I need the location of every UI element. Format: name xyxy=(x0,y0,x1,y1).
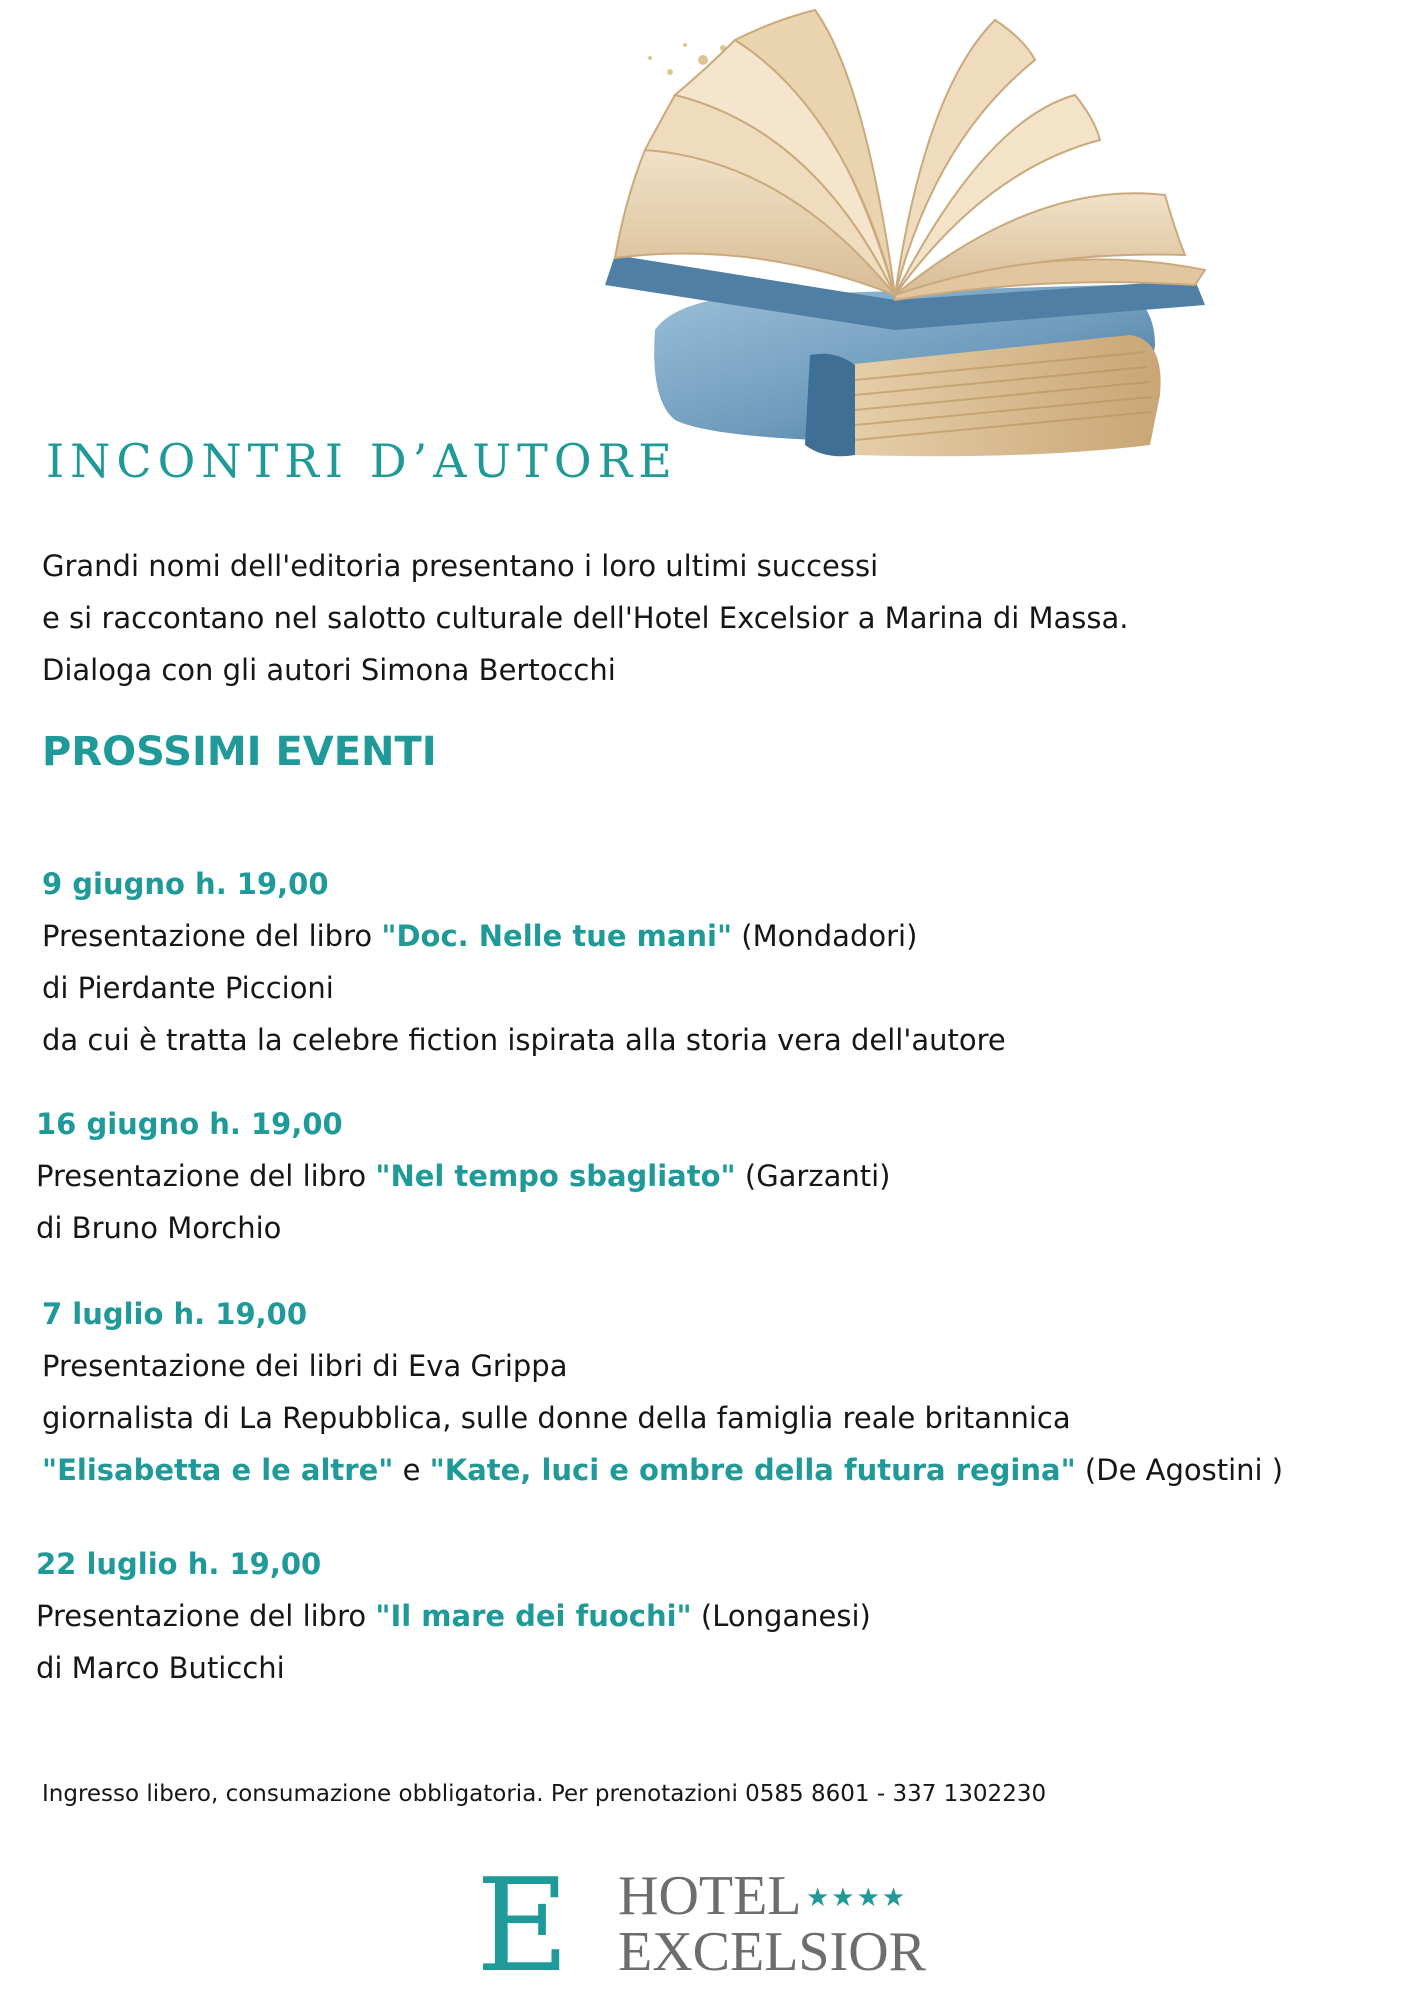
event-text: Presentazione del libro xyxy=(36,1159,376,1193)
open-books-illustration xyxy=(555,0,1255,470)
event-date: 9 giugno h. 19,00 xyxy=(42,867,329,901)
logo-monogram: E xyxy=(476,1862,570,1977)
event-book-title: "Doc. Nelle tue mani" xyxy=(381,919,733,953)
event-item xyxy=(42,1288,1283,1496)
event-date: 22 luglio h. 19,00 xyxy=(36,1547,322,1581)
event-publisher: (Longanesi) xyxy=(691,1599,871,1633)
event-publisher: (Mondadori) xyxy=(732,919,918,953)
event-item xyxy=(36,1098,890,1254)
event-text: Presentazione del libro xyxy=(42,919,382,953)
intro-text xyxy=(42,540,1129,696)
event-line xyxy=(42,1444,1283,1496)
event-line xyxy=(42,910,1006,962)
event-publisher: (Garzanti) xyxy=(735,1159,891,1193)
hotel-excelsior-logo xyxy=(476,1862,946,1977)
event-book-title: "Elisabetta e le altre" xyxy=(42,1453,394,1487)
intro-line: e si raccontano nel salotto culturale dell'Hotel Excelsior a Marina di Massa. xyxy=(42,601,1129,635)
event-publisher: (De Agostini ) xyxy=(1075,1453,1284,1487)
logo-line-excelsior: EXCELSIOR xyxy=(618,1921,926,1977)
event-author: di Bruno Morchio xyxy=(36,1211,282,1245)
event-line xyxy=(36,1590,871,1642)
logo-line-hotel: HOTEL xyxy=(618,1865,802,1927)
logo-stars: ★★★★ xyxy=(806,1883,908,1913)
event-text: Presentazione del libro xyxy=(36,1599,376,1633)
section-title-upcoming-events: PROSSIMI EVENTI xyxy=(42,729,437,775)
page-title: INCONTRI D’AUTORE xyxy=(46,434,678,488)
event-note: da cui è tratta la celebre fiction ispirata alla storia vera dell'autore xyxy=(42,1023,1006,1057)
event-book-title: "Nel tempo sbagliato" xyxy=(375,1159,736,1193)
event-date: 16 giugno h. 19,00 xyxy=(36,1107,343,1141)
event-text: e xyxy=(393,1453,430,1487)
event-book-title: "Il mare dei fuochi" xyxy=(375,1599,692,1633)
event-line: Presentazione dei libri di Eva Grippa xyxy=(42,1349,568,1383)
event-item xyxy=(36,1538,871,1694)
intro-line: Grandi nomi dell'editoria presentano i loro ultimi successi xyxy=(42,549,879,583)
intro-line: Dialoga con gli autori Simona Bertocchi xyxy=(42,653,616,687)
event-date: 7 luglio h. 19,00 xyxy=(42,1297,308,1331)
event-line xyxy=(36,1150,890,1202)
footer-note: Ingresso libero, consumazione obbligatoria. Per prenotazioni 0585 8601 - 337 1302230 xyxy=(42,1781,1047,1807)
event-book-title: "Kate, luci e ombre della futura regina" xyxy=(429,1453,1076,1487)
event-author: di Pierdante Piccioni xyxy=(42,971,334,1005)
event-item xyxy=(42,858,1006,1066)
event-author: di Marco Buticchi xyxy=(36,1651,285,1685)
event-line: giornalista di La Repubblica, sulle donne della famiglia reale britannica xyxy=(42,1401,1071,1435)
